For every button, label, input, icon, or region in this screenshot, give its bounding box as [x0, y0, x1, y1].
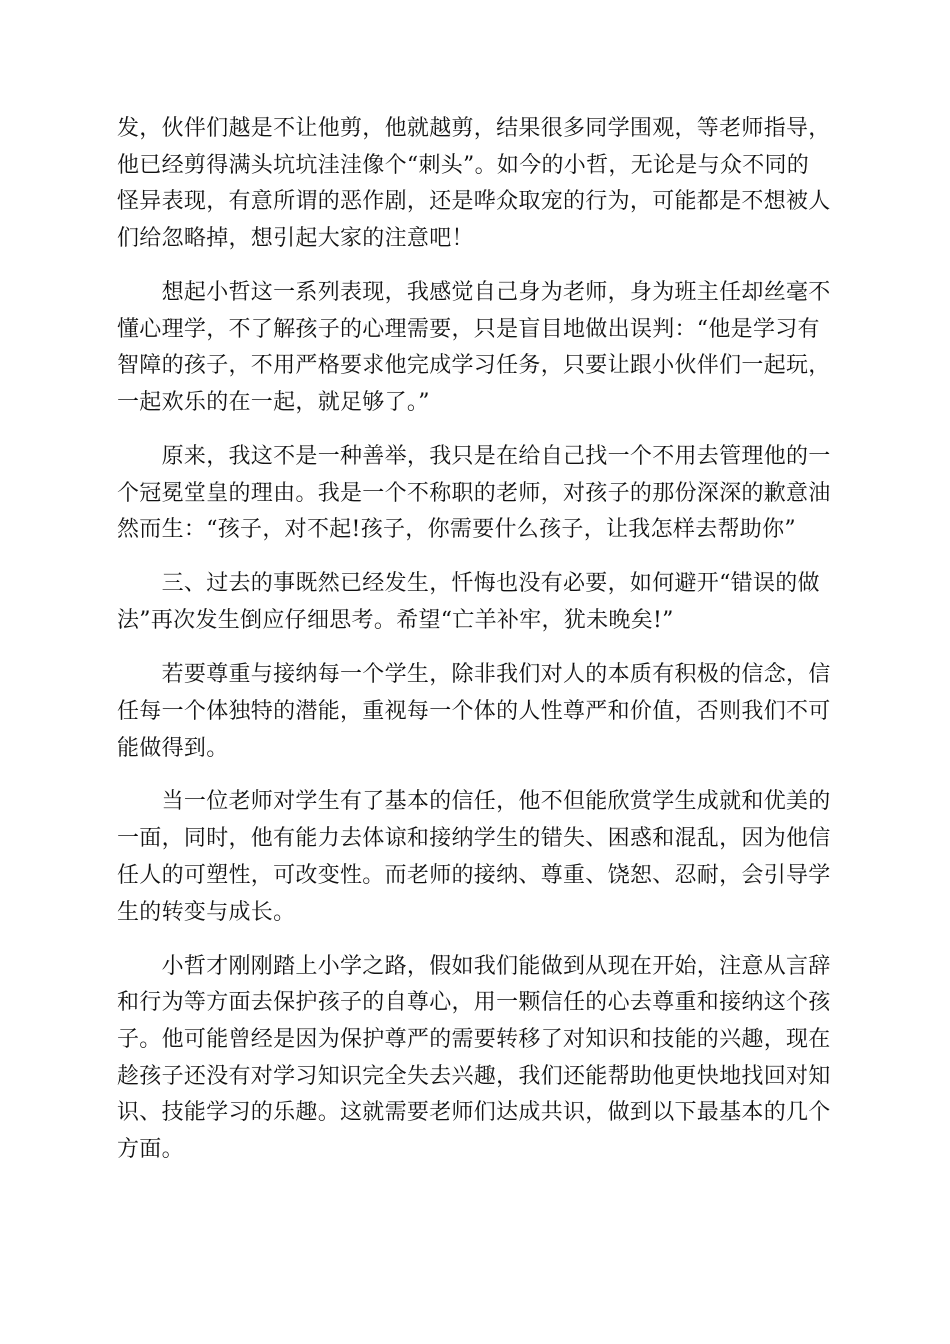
text-line: 能做得到。 — [117, 735, 229, 761]
text-line: 一起欢乐的在一起，就足够了。” — [117, 390, 430, 416]
text-line: 若要尊重与接纳每一个学生，除非我们对人的本质有积极的信念，信 — [117, 662, 831, 688]
text-line: 任人的可塑性，可改变性。而老师的接纳、尊重、饶恕、忍耐，会引导学 — [117, 862, 831, 888]
text-line: 方面。 — [117, 1136, 184, 1162]
text-line: 懂心理学，不了解孩子的心理需要，只是盲目地做出误判：“他是学习有 — [117, 316, 820, 342]
text-line: 小哲才刚刚踏上小学之路，假如我们能做到从现在开始，注意从言辞 — [117, 953, 831, 979]
text-line: 生的转变与成长。 — [117, 899, 296, 925]
text-line: 任每一个体独特的潜能，重视每一个体的人性尊严和价值，否则我们不可 — [117, 698, 831, 724]
text-line: 然而生：“孩子，对不起!孩子，你需要什么孩子，让我怎样去帮助你” — [117, 517, 796, 543]
paragraph — [117, 949, 833, 1169]
text-line: 法”再次发生倒应仔细思考。希望“亡羊补牢，犹未晚矣!” — [117, 608, 674, 634]
text-line: 趁孩子还没有对学习知识完全失去兴趣，我们还能帮助他更快地找回对知 — [117, 1063, 831, 1089]
text-line: 原来，我这不是一种善举，我只是在给自己找一个不用去管理他的一 — [117, 444, 831, 470]
paragraph — [117, 275, 833, 422]
text-line: 智障的孩子，不用严格要求他完成学习任务，只要让跟小伙伴们一起玩， — [117, 353, 831, 379]
text-line: 们给忽略掉，想引起大家的注意吧！ — [117, 226, 474, 252]
document-body — [117, 111, 833, 1186]
text-line: 三、过去的事既然已经发生，忏悔也没有必要，如何避开“错误的做 — [117, 571, 820, 597]
text-line: 想起小哲这一系列表现，我感觉自己身为老师，身为班主任却丝毫不 — [117, 280, 831, 306]
paragraph — [117, 784, 833, 931]
paragraph — [117, 657, 833, 767]
paragraph — [117, 111, 833, 258]
text-line: 子。他可能曾经是因为保护尊严的需要转移了对知识和技能的兴趣，现在 — [117, 1026, 831, 1052]
text-line: 识、技能学习的乐趣。这就需要老师们达成共识，做到以下最基本的几个 — [117, 1100, 831, 1126]
text-line: 一面，同时，他有能力去体谅和接纳学生的错失、困惑和混乱，因为他信 — [117, 826, 831, 852]
text-line: 发，伙伴们越是不让他剪，他就越剪，结果很多同学围观，等老师指导， — [117, 116, 831, 141]
text-line: 和行为等方面去保护孩子的自尊心，用一颗信任的心去尊重和接纳这个孩 — [117, 990, 831, 1016]
paragraph — [117, 439, 833, 549]
text-line: 怪异表现，有意所谓的恶作剧，还是哗众取宠的行为，可能都是不想被人 — [117, 189, 831, 215]
text-line: 个冠冕堂皇的理由。我是一个不称职的老师，对孩子的那份深深的歉意油 — [117, 480, 831, 506]
text-line: 他已经剪得满头坑坑洼洼像个“刺头”。如今的小哲，无论是与众不同的 — [117, 152, 810, 178]
text-line: 当一位老师对学生有了基本的信任，他不但能欣赏学生成就和优美的 — [117, 789, 831, 815]
paragraph — [117, 566, 833, 639]
